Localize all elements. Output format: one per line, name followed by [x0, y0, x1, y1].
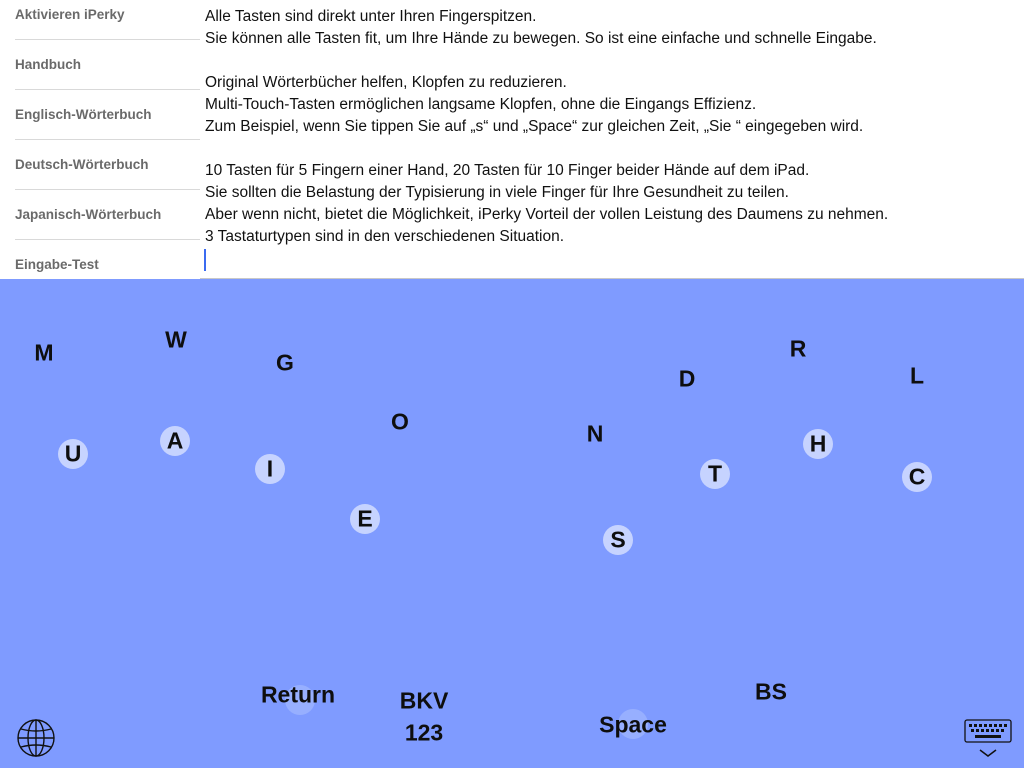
- backspace-key[interactable]: BS: [755, 678, 787, 705]
- sidebar-item-label: Eingabe-Test: [15, 257, 99, 272]
- keyboard-hide-icon[interactable]: [962, 718, 1014, 760]
- editor-line: Zum Beispiel, wenn Sie tippen Sie auf „s“ und „Space“ zur gleichen Zeit, „Sie “ eingegeben wird.: [205, 118, 864, 135]
- sidebar-item-input-test[interactable]: [15, 240, 200, 279]
- sidebar-item-label: Englisch-Wörterbuch: [15, 107, 152, 122]
- editor-line: Sie können alle Tasten fit, um Ihre Hände zu bewegen. So ist eine einfache und schnelle Eingabe.: [205, 30, 877, 47]
- key-c[interactable]: C: [908, 463, 926, 490]
- key-w[interactable]: W: [165, 326, 187, 353]
- key-s[interactable]: S: [610, 526, 626, 553]
- editor-line: 10 Tasten für 5 Fingern einer Hand, 20 Tasten für 10 Finger beider Hände auf dem iPad.: [205, 162, 810, 179]
- iperky-keyboard: [0, 279, 1024, 768]
- key-u[interactable]: U: [64, 440, 82, 467]
- key-a[interactable]: A: [166, 427, 184, 454]
- key-i[interactable]: I: [266, 455, 274, 482]
- key-l[interactable]: L: [909, 362, 925, 389]
- editor-line: Alle Tasten sind direkt unter Ihren Fingerspitzen.: [205, 8, 537, 25]
- sidebar-item-label: Handbuch: [15, 57, 81, 72]
- key-e[interactable]: E: [357, 505, 373, 532]
- key-o[interactable]: O: [391, 408, 409, 435]
- sidebar: [0, 0, 200, 279]
- sidebar-item-manual[interactable]: [15, 40, 200, 90]
- editor-line: Original Wörterbücher helfen, Klopfen zu reduzieren.: [205, 74, 567, 91]
- sidebar-item-label: Japanisch-Wörterbuch: [15, 207, 162, 222]
- key-r[interactable]: R: [789, 335, 807, 362]
- key-h[interactable]: H: [809, 430, 827, 457]
- sidebar-item-label: Deutsch-Wörterbuch: [15, 157, 149, 172]
- key-g[interactable]: G: [276, 349, 294, 376]
- key-n[interactable]: N: [586, 420, 604, 447]
- text-caret: [204, 249, 206, 271]
- globe-icon[interactable]: [16, 718, 56, 758]
- space-key[interactable]: Space: [599, 711, 667, 738]
- editor-line: Aber wenn nicht, bietet die Möglichkeit, iPerky Vorteil der vollen Leistung des Daumens zu nehmen.: [205, 206, 889, 223]
- key-d[interactable]: D: [678, 365, 696, 392]
- return-key[interactable]: Return: [260, 681, 336, 708]
- editor-line: 3 Tastaturtypen sind in den verschiedenen Situation.: [205, 228, 565, 245]
- sidebar-item-label: Aktivieren iPerky: [15, 7, 125, 22]
- sidebar-item-japanese-dictionary[interactable]: [15, 190, 200, 240]
- sidebar-item-german-dictionary[interactable]: [15, 140, 200, 190]
- text-editor[interactable]: [200, 0, 1024, 279]
- key-t[interactable]: T: [707, 460, 723, 487]
- bkv-key[interactable]: BKV: [399, 687, 449, 714]
- key-m[interactable]: M: [34, 339, 54, 366]
- editor-line: Multi-Touch-Tasten ermöglichen langsame Klopfen, ohne die Eingangs Effizienz.: [205, 96, 757, 113]
- editor-line: Sie sollten die Belastung der Typisierung in viele Finger für Ihre Gesundheit zu teilen.: [205, 184, 789, 201]
- sidebar-item-activate[interactable]: [15, 0, 200, 40]
- sidebar-item-english-dictionary[interactable]: [15, 90, 200, 140]
- numbers-key[interactable]: 123: [404, 719, 444, 746]
